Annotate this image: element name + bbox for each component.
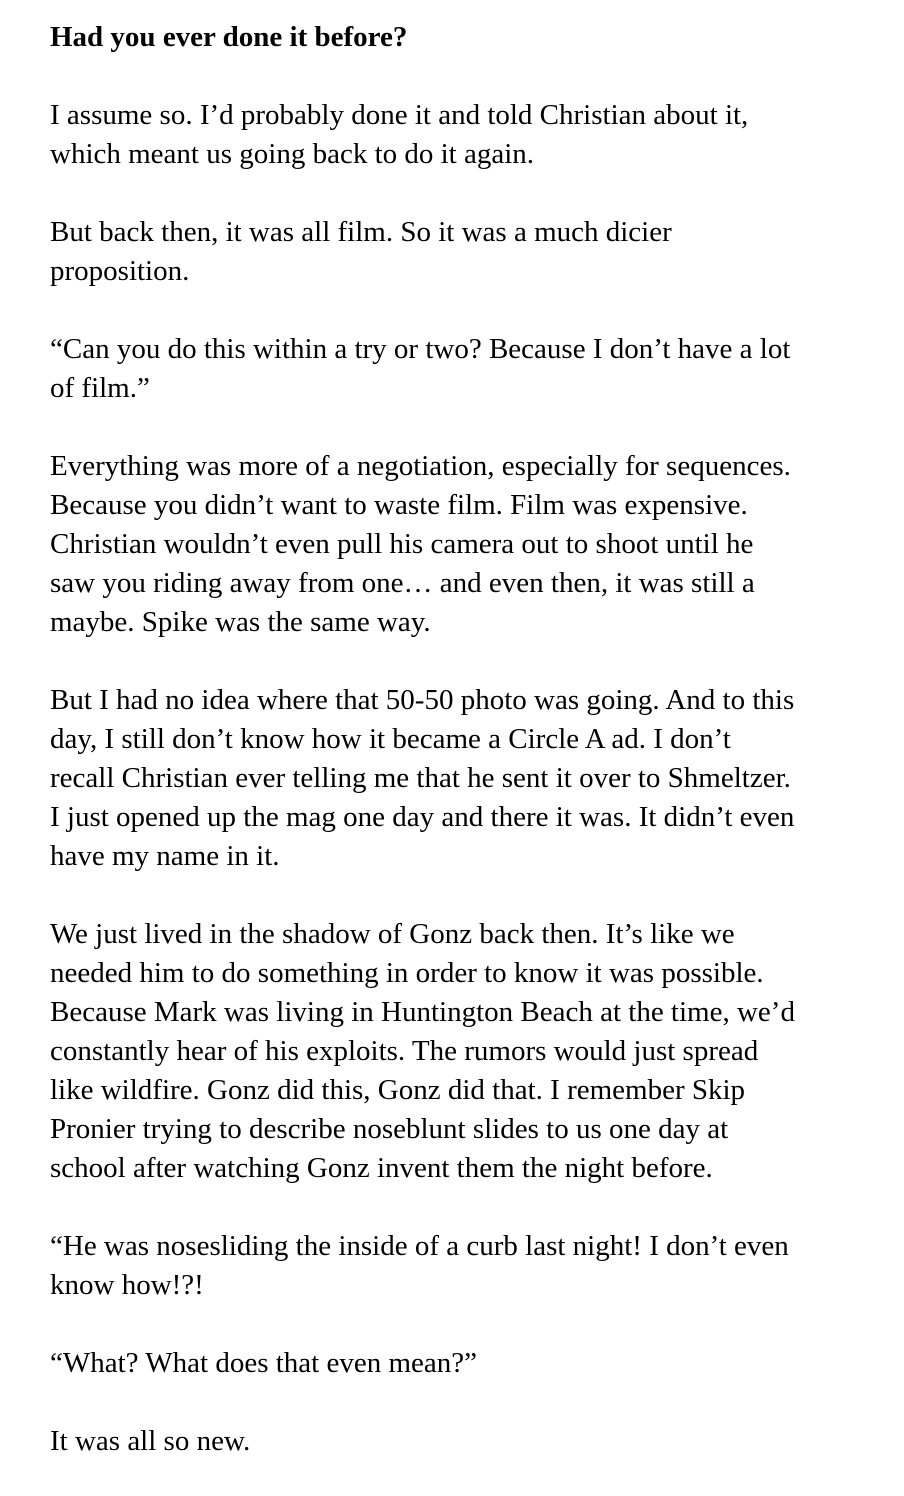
quote-paragraph: “Can you do this within a try or two? Because I don’t have a lot of film.” — [50, 333, 791, 404]
answer-paragraph: Everything was more of a negotiation, especially for sequences. Because you didn’t want to waste film. Film was expensive. Christian wouldn’t even pull his camera out to shoot until he saw you riding away from one… and even then, it was still a maybe. Spike was the same way. — [50, 450, 791, 638]
answer-paragraph: But I had no idea where that 50-50 photo was going. And to this day, I still don’t know how it became a Circle A ad. I don’t recall Christian ever telling me that he sent it over to Shmeltzer. I just opened up the mag one day and there it was. It didn’t even have my name in it. — [50, 684, 795, 872]
closing-paragraph: It was all so new. — [50, 1425, 251, 1457]
quote-paragraph: “He was nosesliding the inside of a curb last night! I don’t even know how!?! — [50, 1230, 789, 1301]
answer-paragraph: I assume so. I’d probably done it and told Christian about it, which meant us going back to do it again. — [50, 99, 749, 170]
answer-paragraph: We just lived in the shadow of Gonz back then. It’s like we needed him to do something in order to know it was possible. Because Mark was living in Huntington Beach at the time, we’d constantly hear of his exploits. The rumors would just spread like wildfire. Gonz did this, Gonz did that. I remember Skip Pronier trying to describe noseblunt slides to us one day at school after watching Gonz invent them the night before. — [50, 918, 795, 1184]
interview-question: Had you ever done it before? — [50, 21, 408, 53]
answer-paragraph: But back then, it was all film. So it was a much dicier proposition. — [50, 216, 672, 287]
quote-paragraph: “What? What does that even mean?” — [50, 1347, 477, 1379]
